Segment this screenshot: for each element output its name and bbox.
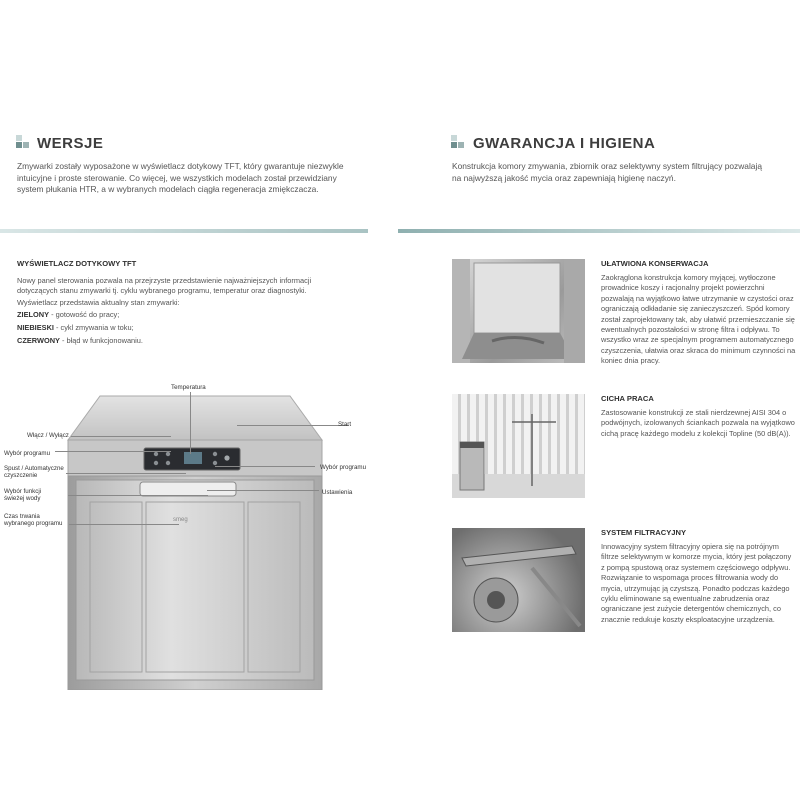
control-button	[154, 461, 158, 465]
callout-line	[66, 473, 186, 474]
control-button	[166, 461, 170, 465]
tft-screen	[184, 452, 202, 464]
section-text: Zastosowanie konstrukcji ze stali nierdzewnej AISI 304 o podwójnych, izolowanych ściankach pozwala na wyjątkowo cichą pracę każdego modelu z kolekcji Topline (50 dB(A)).	[601, 408, 795, 438]
section-heading: SYSTEM FILTRACYJNY	[601, 528, 687, 537]
control-button	[154, 452, 158, 456]
state-name: CZERWONY	[17, 336, 60, 345]
wersje-intro: Zmywarki zostały wyposażone w wyświetlacz dotykowy TFT, który gwarantuje niezwykle intuicyjne i proste sterowanie. Co więcej, we wszystkich modelach został przewidziany system płukania HTR, a w wybranych modelach ciągła regeneracja zmiękczacza.	[17, 161, 344, 194]
state-name: ZIELONY	[17, 310, 50, 319]
callout-line	[55, 451, 171, 452]
state-red	[17, 336, 143, 346]
dishwasher-panel-small	[460, 442, 484, 448]
chamber-frame	[452, 259, 470, 363]
callout-line	[215, 466, 315, 467]
control-button	[213, 461, 217, 465]
gwarancja-title: GWARANCJA I HIGIENA	[473, 135, 656, 152]
callout-line	[69, 524, 179, 525]
photo-anechoic-room	[452, 394, 585, 498]
section-heading: UŁATWIONA KONSERWACJA	[601, 259, 709, 268]
label-temperatura: Temperatura	[171, 384, 206, 391]
photo-chamber-interior	[452, 259, 585, 363]
chamber-inner	[474, 263, 560, 333]
section-squares-icon	[451, 135, 465, 149]
spray-arm	[462, 546, 576, 566]
filter-center	[487, 591, 505, 609]
label-wybor-funkcji: Wybór funkcji świeżej wody	[4, 488, 42, 503]
label-start: Start	[338, 421, 352, 428]
label-czas: Czas trwania wybranego programu	[4, 513, 63, 528]
photo-filter-system	[452, 528, 585, 632]
label-wybor-programu-left: Wybór programu	[4, 450, 51, 457]
control-button	[166, 452, 170, 456]
callout-line	[190, 392, 191, 454]
right-divider	[398, 229, 800, 233]
callout-line	[237, 425, 349, 426]
tft-heading: WYŚWIETLACZ DOTYKOWY TFT	[17, 259, 137, 268]
state-desc: - gotowość do pracy;	[49, 310, 120, 319]
state-blue	[17, 323, 134, 333]
control-button	[224, 455, 229, 460]
label-ustawienia: Ustawienia	[322, 489, 353, 496]
anechoic-svg	[452, 394, 585, 498]
tft-paragraph: Nowy panel sterowania pozwala na przejrzyste przedstawienie najważniejszych informacji dotyczących stanu zmywarki tj. cyklu wybranego programu, temperatur oraz diagnostyki.	[17, 276, 312, 296]
label-wybor-programu-right: Wybór programu	[320, 464, 367, 471]
chamber-svg	[452, 259, 585, 363]
chamber-door-edge	[564, 259, 585, 363]
left-divider	[0, 229, 368, 233]
brand-logo: smeg	[173, 517, 188, 523]
state-name: NIEBIESKI	[17, 323, 54, 332]
filter-svg	[452, 528, 585, 632]
state-green	[17, 310, 119, 320]
callout-line	[207, 490, 319, 491]
section-squares-icon	[16, 135, 30, 149]
label-wlacz: Włącz / Wyłącz	[27, 432, 69, 439]
dishwasher-top	[68, 396, 322, 440]
tft-paragraph-2: Wyświetlacz przedstawia aktualny stan zmywarki:	[17, 298, 180, 307]
wersje-title: WERSJE	[37, 135, 104, 152]
gwarancja-intro: Konstrukcja komory zmywania, zbiornik oraz selektywny system filtrujący pozwalają na najwyższą jakość mycia oraz zapewniają higienę naczyń.	[452, 161, 762, 183]
state-desc: - cykl zmywania w toku;	[53, 323, 134, 332]
rail	[532, 568, 580, 626]
callout-line	[71, 436, 171, 437]
dishwasher-door	[76, 480, 314, 680]
label-spust: Spust / Automatyczne czyszczenie	[4, 465, 64, 480]
control-button	[213, 452, 217, 456]
dishwasher-svg	[60, 390, 330, 690]
state-desc: - błąd w funkcjonowaniu.	[59, 336, 143, 345]
section-text: Zaokrąglona konstrukcja komory myjącej, wytłoczone prowadnice koszy i racjonalny projekt powierzchni pozwalają na wyjątkowo łatwe utrzymanie w czystości oraz ograniczają odkładanie się zanieczyszczeń. Spód komory został zaprojektowany tak, aby ułatwić przemieszczanie się ewentualnych pozostałości w stronę filtra i odpływu. To wszystko wraz ze specjalnym programem automatycznego czyszczenia, ułatwia oraz skraca do minimum czynności na koniec dnia pracy.	[601, 273, 796, 366]
section-heading: CICHA PRACA	[601, 394, 654, 403]
dishwasher-in-room	[460, 442, 484, 490]
section-text: Innowacyjny system filtracyjny opiera się na potrójnym filtrze selektywnym w komorze mycia, który jest połączony z pompą spustową oraz systemem częściowego odpływu. Rozwiązanie to wspomaga proces filtrowania wody do mycia, utrzymując ją czystszą. Ponadto podczas każdego cyklu eliminowane są ewentualne zabrudzenia oraz ograniczane jest zużycie detergentów chemicznych, co znacznie redukuje koszty eksploatacyjne urządzenia.	[601, 542, 792, 624]
callout-line	[68, 495, 208, 496]
door-handle	[140, 482, 236, 496]
